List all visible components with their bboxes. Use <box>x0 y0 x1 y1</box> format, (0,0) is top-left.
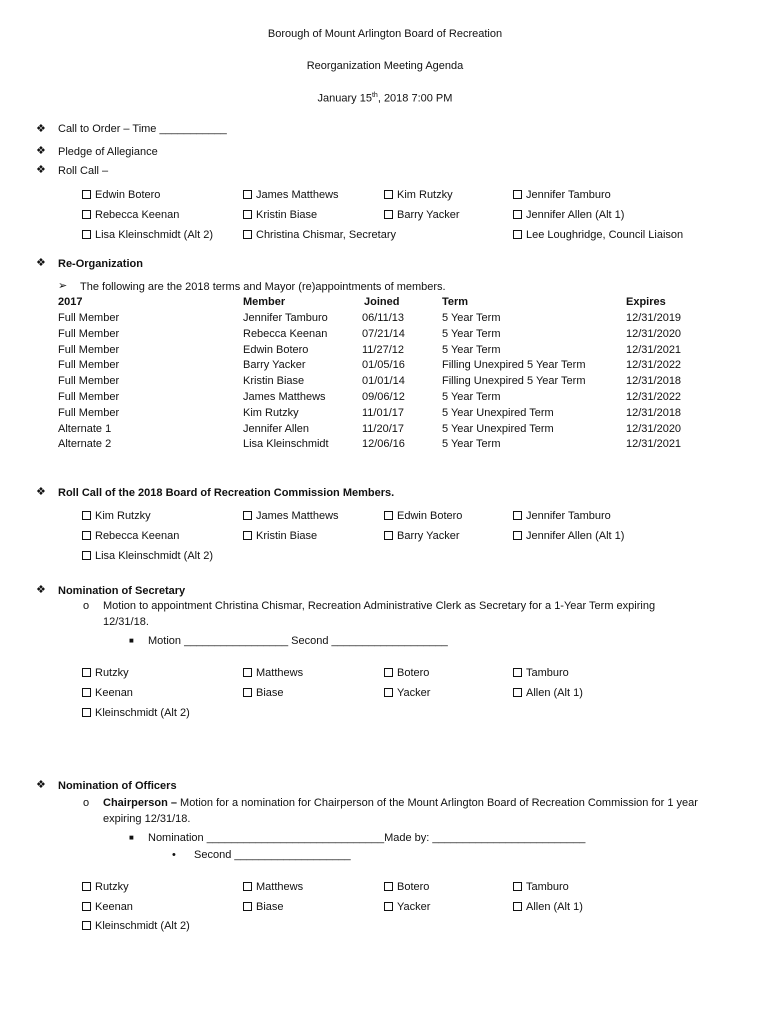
checkbox-item[interactable]: Matthews <box>243 667 303 680</box>
table-cell: 12/31/2020 <box>626 422 682 435</box>
second-line[interactable]: Second ___________________ <box>194 849 351 861</box>
column-header: Term <box>442 296 469 308</box>
table-cell: 12/31/2022 <box>626 359 682 372</box>
bullet-diamond-icon: ❖ <box>36 779 46 791</box>
table-cell: 5 Year Unexpired Term <box>442 406 554 419</box>
checkbox-icon <box>82 688 91 697</box>
checkbox-item[interactable]: Jennifer Tamburo <box>513 510 611 523</box>
checkbox-item[interactable]: Edwin Botero <box>82 189 160 202</box>
square-bullet-icon: ■ <box>129 636 134 645</box>
column-header: Expires <box>626 296 666 308</box>
checkbox-icon <box>82 190 91 199</box>
checkbox-icon <box>82 708 91 717</box>
checkbox-icon <box>82 551 91 560</box>
table-cell: 12/31/2018 <box>626 406 682 419</box>
checkbox-icon <box>243 531 252 540</box>
roll-call: Roll Call – <box>58 165 109 177</box>
checkbox-item[interactable]: Kristin Biase <box>243 530 317 543</box>
table-cell: 12/31/2022 <box>626 391 682 403</box>
table-cell: 12/31/2018 <box>626 375 682 388</box>
checkbox-item[interactable]: Barry Yacker <box>384 530 460 543</box>
checkbox-icon <box>82 668 91 677</box>
table-cell: Full Member <box>58 343 120 356</box>
table-cell: 12/31/2019 <box>626 312 682 324</box>
table-cell: Full Member <box>58 327 120 340</box>
pledge: Pledge of Allegiance <box>58 146 158 158</box>
section-heading: Nomination of Officers <box>58 780 177 792</box>
checkbox-item[interactable]: Rebecca Keenan <box>82 209 179 222</box>
square-bullet-icon: ■ <box>129 833 134 842</box>
checkbox-item[interactable]: Botero <box>384 881 429 894</box>
checkbox-item[interactable]: Lisa Kleinschmidt (Alt 2) <box>82 550 213 563</box>
bullet-diamond-icon: ❖ <box>36 584 46 596</box>
table-cell: 5 Year Term <box>442 312 501 324</box>
section-heading: Nomination of Secretary <box>58 585 186 597</box>
checkbox-item[interactable]: Barry Yacker <box>384 209 460 222</box>
bullet-diamond-icon: ❖ <box>36 486 46 498</box>
checkbox-item[interactable]: James Matthews <box>243 189 339 202</box>
checkbox-item[interactable]: Lee Loughridge, Council Liaison <box>513 229 683 242</box>
column-header: Joined <box>364 296 400 308</box>
checkbox-icon <box>513 230 522 239</box>
bullet-diamond-icon: ❖ <box>36 164 46 176</box>
reorg-intro: The following are the 2018 terms and Mayor (re)appointments of members. <box>80 281 446 293</box>
checkbox-icon <box>384 688 393 697</box>
table-cell: Alternate 2 <box>58 438 112 451</box>
bullet-diamond-icon: ❖ <box>36 145 46 157</box>
table-cell: Kim Rutzky <box>243 406 299 419</box>
checkbox-icon <box>82 511 91 520</box>
checkbox-icon <box>513 882 522 891</box>
checkbox-item[interactable]: Botero <box>384 667 429 680</box>
bullet-diamond-icon: ❖ <box>36 257 46 269</box>
table-cell: Full Member <box>58 359 120 372</box>
checkbox-item[interactable]: James Matthews <box>243 510 339 523</box>
circle-bullet-icon: o <box>83 797 90 809</box>
table-cell: James Matthews <box>243 391 326 403</box>
column-header: 2017 <box>58 296 83 308</box>
table-cell: 11/01/17 <box>362 406 405 419</box>
table-cell: 5 Year Term <box>442 391 501 403</box>
chair-motion-cont: expiring 12/31/18. <box>103 813 191 825</box>
table-cell: 11/20/17 <box>362 422 405 435</box>
checkbox-item[interactable]: Kim Rutzky <box>384 189 453 202</box>
checkbox-icon <box>243 210 252 219</box>
checkbox-item[interactable]: Jennifer Allen (Alt 1) <box>513 209 624 222</box>
table-cell: 12/06/16 <box>362 438 405 451</box>
table-cell: 06/11/13 <box>362 312 405 324</box>
checkbox-item[interactable]: Keenan <box>82 687 133 700</box>
document-title: Reorganization Meeting Agenda <box>306 60 464 72</box>
checkbox-item[interactable]: Biase <box>243 901 284 914</box>
checkbox-icon <box>384 190 393 199</box>
table-cell: Kristin Biase <box>243 375 305 388</box>
table-cell: Full Member <box>58 391 120 403</box>
section-heading: Roll Call of the 2018 Board of Recreation Commission Members. <box>58 487 395 499</box>
checkbox-item[interactable]: Edwin Botero <box>384 510 462 523</box>
checkbox-icon <box>513 190 522 199</box>
secretary-motion: Motion to appointment Christina Chismar, Recreation Administrative Clerk as Secretary for a 1-Year Term expiring <box>103 600 656 612</box>
checkbox-icon <box>82 902 91 911</box>
checkbox-icon <box>82 531 91 540</box>
checkbox-item[interactable]: Yacker <box>384 687 430 700</box>
checkbox-item[interactable]: Rutzky <box>82 881 129 894</box>
motion-second-line[interactable]: Motion _________________ Second ___________________ <box>148 635 448 647</box>
checkbox-item[interactable]: Tamburo <box>513 881 569 894</box>
table-cell: Full Member <box>58 312 120 324</box>
checkbox-item[interactable]: Christina Chismar, Secretary <box>243 229 396 242</box>
table-cell: Lisa Kleinschmidt <box>243 438 329 451</box>
table-cell: 09/06/12 <box>362 391 405 403</box>
checkbox-item[interactable]: Rutzky <box>82 667 129 680</box>
checkbox-icon <box>384 511 393 520</box>
checkbox-item[interactable]: Matthews <box>243 881 303 894</box>
table-cell: Jennifer Tamburo <box>243 312 328 324</box>
meeting-date: January 15th, 2018 7:00 PM <box>317 92 453 105</box>
checkbox-icon <box>384 882 393 891</box>
checkbox-icon <box>82 210 91 219</box>
checkbox-icon <box>384 531 393 540</box>
table-cell: 11/27/12 <box>362 343 405 356</box>
checkbox-icon <box>513 511 522 520</box>
table-cell: 5 Year Term <box>442 343 501 356</box>
checkbox-item[interactable]: Biase <box>243 687 284 700</box>
column-header: Member <box>243 296 286 308</box>
checkbox-icon <box>384 902 393 911</box>
table-cell: 5 Year Unexpired Term <box>442 422 554 435</box>
checkbox-item[interactable]: Jennifer Tamburo <box>513 189 611 202</box>
table-cell: Filling Unexpired 5 Year Term <box>442 375 586 388</box>
table-cell: Jennifer Allen <box>243 422 310 435</box>
checkbox-icon <box>384 668 393 677</box>
table-cell: 12/31/2020 <box>626 327 682 340</box>
table-cell: 01/01/14 <box>362 375 405 388</box>
checkbox-icon <box>243 190 252 199</box>
checkbox-icon <box>243 882 252 891</box>
circle-bullet-icon: o <box>83 600 90 612</box>
table-cell: 12/31/2021 <box>626 343 682 356</box>
org-title: Borough of Mount Arlington Board of Recreation <box>267 28 503 40</box>
checkbox-item[interactable]: Kleinschmidt (Alt 2) <box>82 707 190 720</box>
checkbox-item[interactable]: Tamburo <box>513 667 569 680</box>
checkbox-icon <box>243 230 252 239</box>
checkbox-item[interactable]: Jennifer Allen (Alt 1) <box>513 530 624 543</box>
table-cell: 5 Year Term <box>442 327 501 340</box>
secretary-motion-cont: 12/31/18. <box>103 616 149 628</box>
table-cell: Edwin Botero <box>243 343 309 356</box>
call-to-order: Call to Order – Time ___________ <box>58 123 227 135</box>
table-cell: 5 Year Term <box>442 438 501 451</box>
checkbox-item[interactable]: Keenan <box>82 901 133 914</box>
table-cell: Alternate 1 <box>58 422 112 435</box>
table-cell: Rebecca Keenan <box>243 327 328 340</box>
table-cell: Barry Yacker <box>243 359 306 372</box>
checkbox-item[interactable]: Kristin Biase <box>243 209 317 222</box>
section-heading: Re-Organization <box>58 258 143 270</box>
table-cell: Full Member <box>58 406 120 419</box>
table-cell: Full Member <box>58 375 120 388</box>
checkbox-icon <box>243 688 252 697</box>
checkbox-icon <box>243 902 252 911</box>
checkbox-icon <box>513 210 522 219</box>
checkbox-icon <box>384 210 393 219</box>
checkbox-item[interactable]: Allen (Alt 1) <box>513 901 583 914</box>
dot-bullet-icon: • <box>172 849 176 861</box>
checkbox-item[interactable]: Kim Rutzky <box>82 510 151 523</box>
table-cell: 12/31/2021 <box>626 438 682 451</box>
checkbox-item[interactable]: Allen (Alt 1) <box>513 687 583 700</box>
checkbox-icon <box>513 688 522 697</box>
table-cell: 07/21/14 <box>362 327 405 340</box>
bullet-diamond-icon: ❖ <box>36 123 46 135</box>
checkbox-icon <box>82 921 91 930</box>
table-cell: Filling Unexpired 5 Year Term <box>442 359 586 372</box>
checkbox-item[interactable]: Yacker <box>384 901 430 914</box>
checkbox-icon <box>513 668 522 677</box>
checkbox-item[interactable]: Kleinschmidt (Alt 2) <box>82 920 190 933</box>
checkbox-icon <box>82 882 91 891</box>
checkbox-icon <box>243 511 252 520</box>
checkbox-icon <box>513 902 522 911</box>
checkbox-icon <box>243 668 252 677</box>
checkbox-icon <box>513 531 522 540</box>
arrow-bullet-icon: ➢ <box>58 280 68 292</box>
checkbox-item[interactable]: Rebecca Keenan <box>82 530 179 543</box>
checkbox-item[interactable]: Lisa Kleinschmidt (Alt 2) <box>82 229 213 242</box>
table-cell: 01/05/16 <box>362 359 405 372</box>
chair-motion: Chairperson – Motion for a nomination for Chairperson of the Mount Arlington Board of Recreation Commission for 1 year <box>103 797 698 809</box>
checkbox-icon <box>82 230 91 239</box>
nomination-line[interactable]: Nomination _____________________________Made by: _________________________ <box>148 832 586 844</box>
